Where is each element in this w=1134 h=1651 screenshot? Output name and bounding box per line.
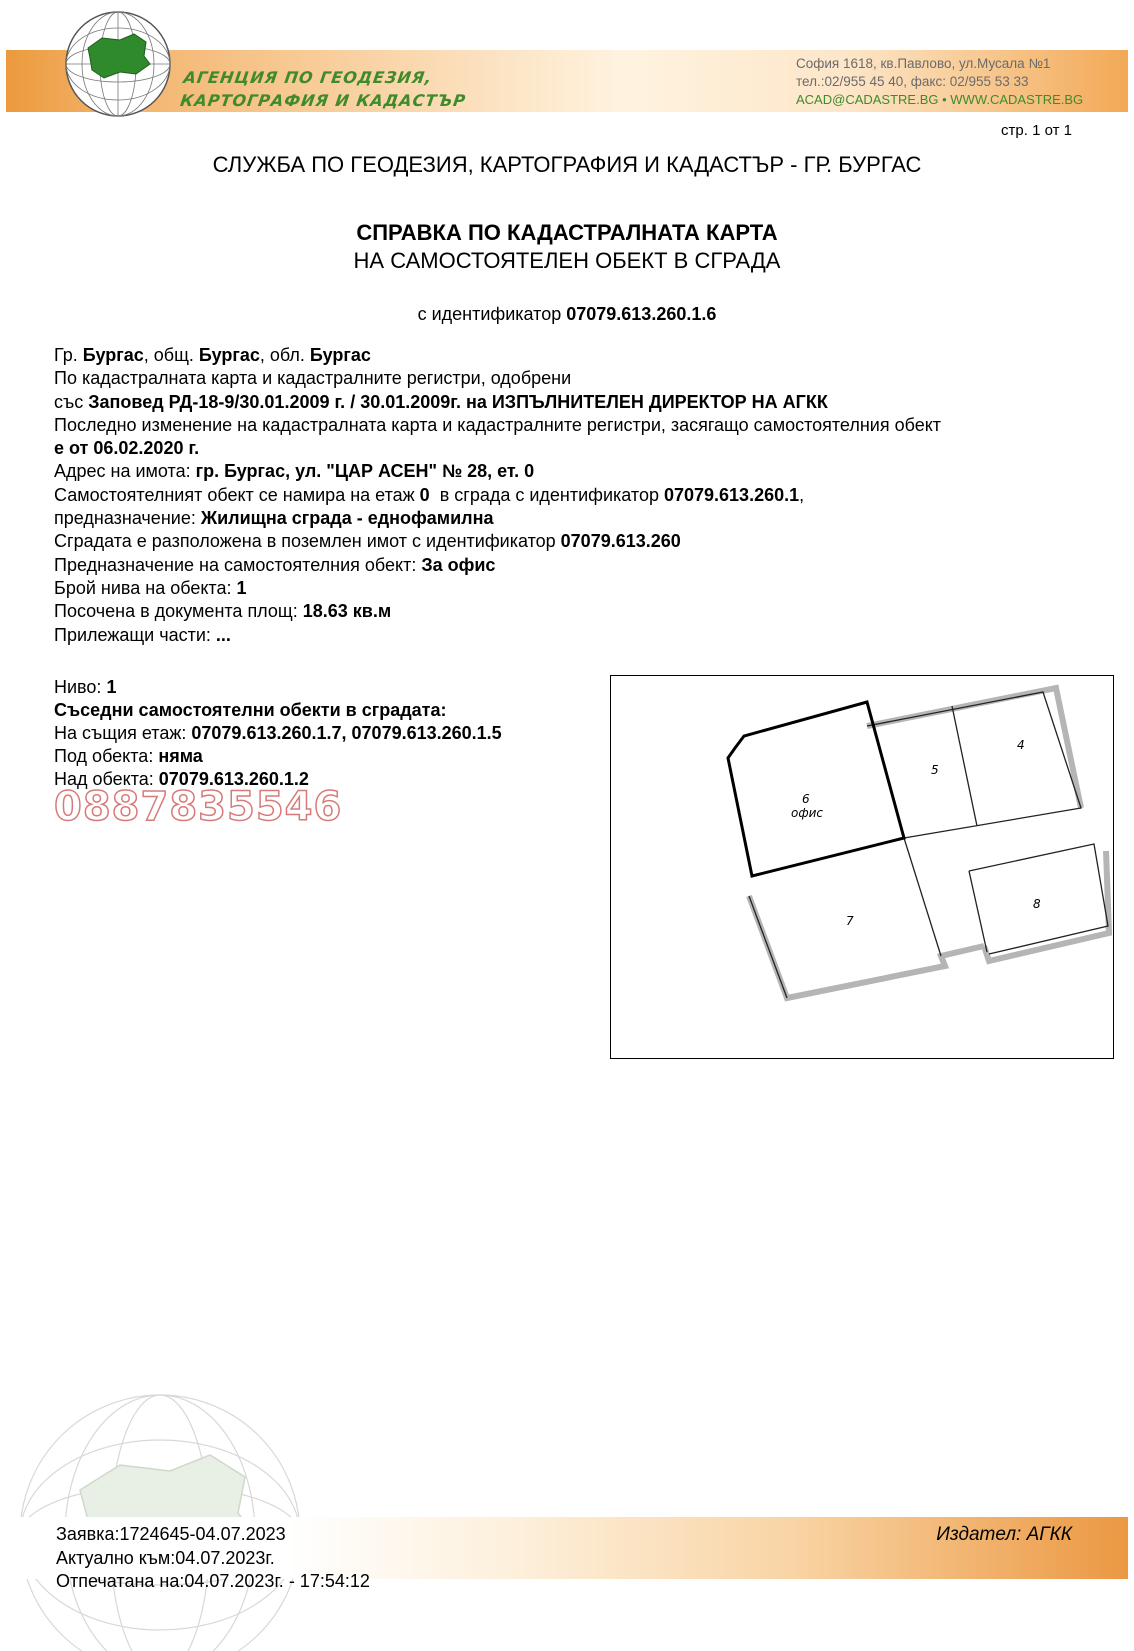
levels-line xyxy=(54,577,1114,600)
level-line xyxy=(54,676,614,699)
publisher: Издател: АГКК xyxy=(936,1524,1072,1545)
agency-name-line1: АГЕНЦИЯ ПО ГЕОДЕЗИЯ, xyxy=(182,68,434,87)
area-label: Посочена в документа площ: xyxy=(54,601,303,622)
city-prefix: Гр. xyxy=(54,345,83,365)
below-value: няма xyxy=(158,746,203,766)
agency-contact xyxy=(796,55,1126,109)
approved-line: По кадастралната карта и кадастралните регистри, одобрени xyxy=(54,368,572,389)
region-prefix: , обл. xyxy=(259,345,310,365)
property-details xyxy=(54,344,1114,647)
actual-date: Актуално към:04.07.2023г. xyxy=(56,1547,275,1568)
neighbors-heading-text: Съседни самостоятелни обекти в сградата: xyxy=(54,700,447,720)
municipality: Бургас xyxy=(198,345,260,365)
unit-4-number: 4 xyxy=(1017,738,1025,752)
last-change-line: Последно изменение на кадастралната карта и кадастралните регистри, засягащо самостоятелния обект xyxy=(54,414,942,435)
same-floor-value: 07079.613.260.1.7, 07079.613.260.1.5 xyxy=(191,723,502,743)
address-label: Адрес на имота: xyxy=(54,461,196,482)
levels-value: 1 xyxy=(236,577,247,598)
area-value: 18.63 кв.м xyxy=(302,601,392,622)
document-title: СПРАВКА ПО КАДАСТРАЛНАТА КАРТА xyxy=(356,220,778,245)
floor-plan-drawing xyxy=(611,676,1112,1057)
identifier-line xyxy=(0,304,1134,325)
below-label: Под обекта: xyxy=(54,746,159,766)
agency-phone: тел.:02/955 45 40, факс: 02/955 53 33 xyxy=(796,74,1029,89)
levels-label: Брой нива на обекта: xyxy=(54,577,237,598)
order-line xyxy=(54,391,1114,414)
identifier-label: с идентификатор xyxy=(417,304,567,324)
parts-line xyxy=(54,624,1114,647)
unit-7-number: 7 xyxy=(846,914,854,928)
document-subtitle: НА САМОСТОЯТЕЛЕН ОБЕКТ В СГРАДА xyxy=(353,248,781,273)
level-label: Ниво: xyxy=(54,677,107,697)
floor-value: 0 xyxy=(419,484,430,505)
floor-plan xyxy=(610,675,1114,1059)
building-text: в сграда с идентификатор xyxy=(429,484,664,505)
parts-label: Прилежащи части: xyxy=(54,624,216,645)
unit-6-label: офис xyxy=(791,806,823,820)
purpose-line xyxy=(54,507,1114,530)
below-line xyxy=(54,745,614,768)
city: Бургас xyxy=(82,345,144,365)
last-change-value xyxy=(54,437,1114,460)
comma: , xyxy=(799,484,805,505)
purpose-label: предназначение: xyxy=(54,508,201,529)
order-prefix: със xyxy=(54,391,89,412)
purpose-value: Жилищна сграда - еднофамилна xyxy=(200,508,494,529)
same-floor-line xyxy=(54,722,614,745)
object-purpose-value: За офис xyxy=(421,554,496,575)
parcel-line xyxy=(54,530,1114,553)
address-value: гр. Бургас, ул. "ЦАР АСЕН" № 28, ет. 0 xyxy=(195,461,535,482)
municipality-prefix: , общ. xyxy=(143,345,199,365)
level-value: 1 xyxy=(106,677,117,697)
above-label: Над обекта: xyxy=(54,769,159,789)
object-purpose-line xyxy=(54,554,1114,577)
parts-value: ... xyxy=(215,624,231,645)
region: Бургас xyxy=(309,345,371,365)
agency-name xyxy=(179,66,485,112)
object-purpose-label: Предназначение на самостоятелния обект: xyxy=(54,554,422,575)
parcel-value: 07079.613.260 xyxy=(560,531,681,552)
floor-text: Самостоятелният обект се намира на етаж xyxy=(54,484,420,505)
location-line xyxy=(54,344,1114,367)
address-line xyxy=(54,460,1114,483)
area-line xyxy=(54,600,1114,623)
agency-logo xyxy=(62,8,174,120)
unit-5-number: 5 xyxy=(931,763,939,777)
printed-date: Отпечатана на:04.07.2023г. - 17:54:12 xyxy=(56,1571,370,1591)
footer-info xyxy=(56,1523,370,1594)
agency-name-line2: КАРТОГРАФИЯ И КАДАСТЪР xyxy=(179,91,468,110)
page-number: стр. 1 от 1 xyxy=(1001,122,1072,139)
above-value: 07079.613.260.1.2 xyxy=(158,769,309,789)
phone-overlay: 0887835546 xyxy=(54,784,343,830)
neighbors-block xyxy=(54,676,614,791)
service-name: СЛУЖБА ПО ГЕОДЕЗИЯ, КАРТОГРАФИЯ И КАДАСТЪР - ГР. БУРГАС xyxy=(212,152,922,177)
same-floor-label: На същия етаж: xyxy=(54,723,192,743)
request-number: Заявка:1724645-04.07.2023 xyxy=(56,1524,286,1544)
agency-address: София 1618, кв.Павлово, ул.Мусала №1 xyxy=(796,56,1051,71)
identifier-value: 07079.613.260.1.6 xyxy=(566,304,717,324)
order-value: Заповед РД-18-9/30.01.2009 г. / 30.01.2009г. на ИЗПЪЛНИТЕЛЕН ДИРЕКТОР НА АГКК xyxy=(88,391,828,412)
neighbors-heading xyxy=(54,699,614,722)
building-id: 07079.613.260.1 xyxy=(663,484,800,505)
agency-web: ACAD@CADASTRE.BG • WWW.CADASTRE.BG xyxy=(796,92,1084,107)
parcel-label: Сградата е разположена в поземлен имот с идентификатор xyxy=(54,531,561,552)
unit-8-number: 8 xyxy=(1033,897,1041,911)
unit-6-number: 6 xyxy=(802,792,810,806)
last-change-date: е от 06.02.2020 г. xyxy=(54,438,200,459)
floor-line xyxy=(54,484,1114,507)
